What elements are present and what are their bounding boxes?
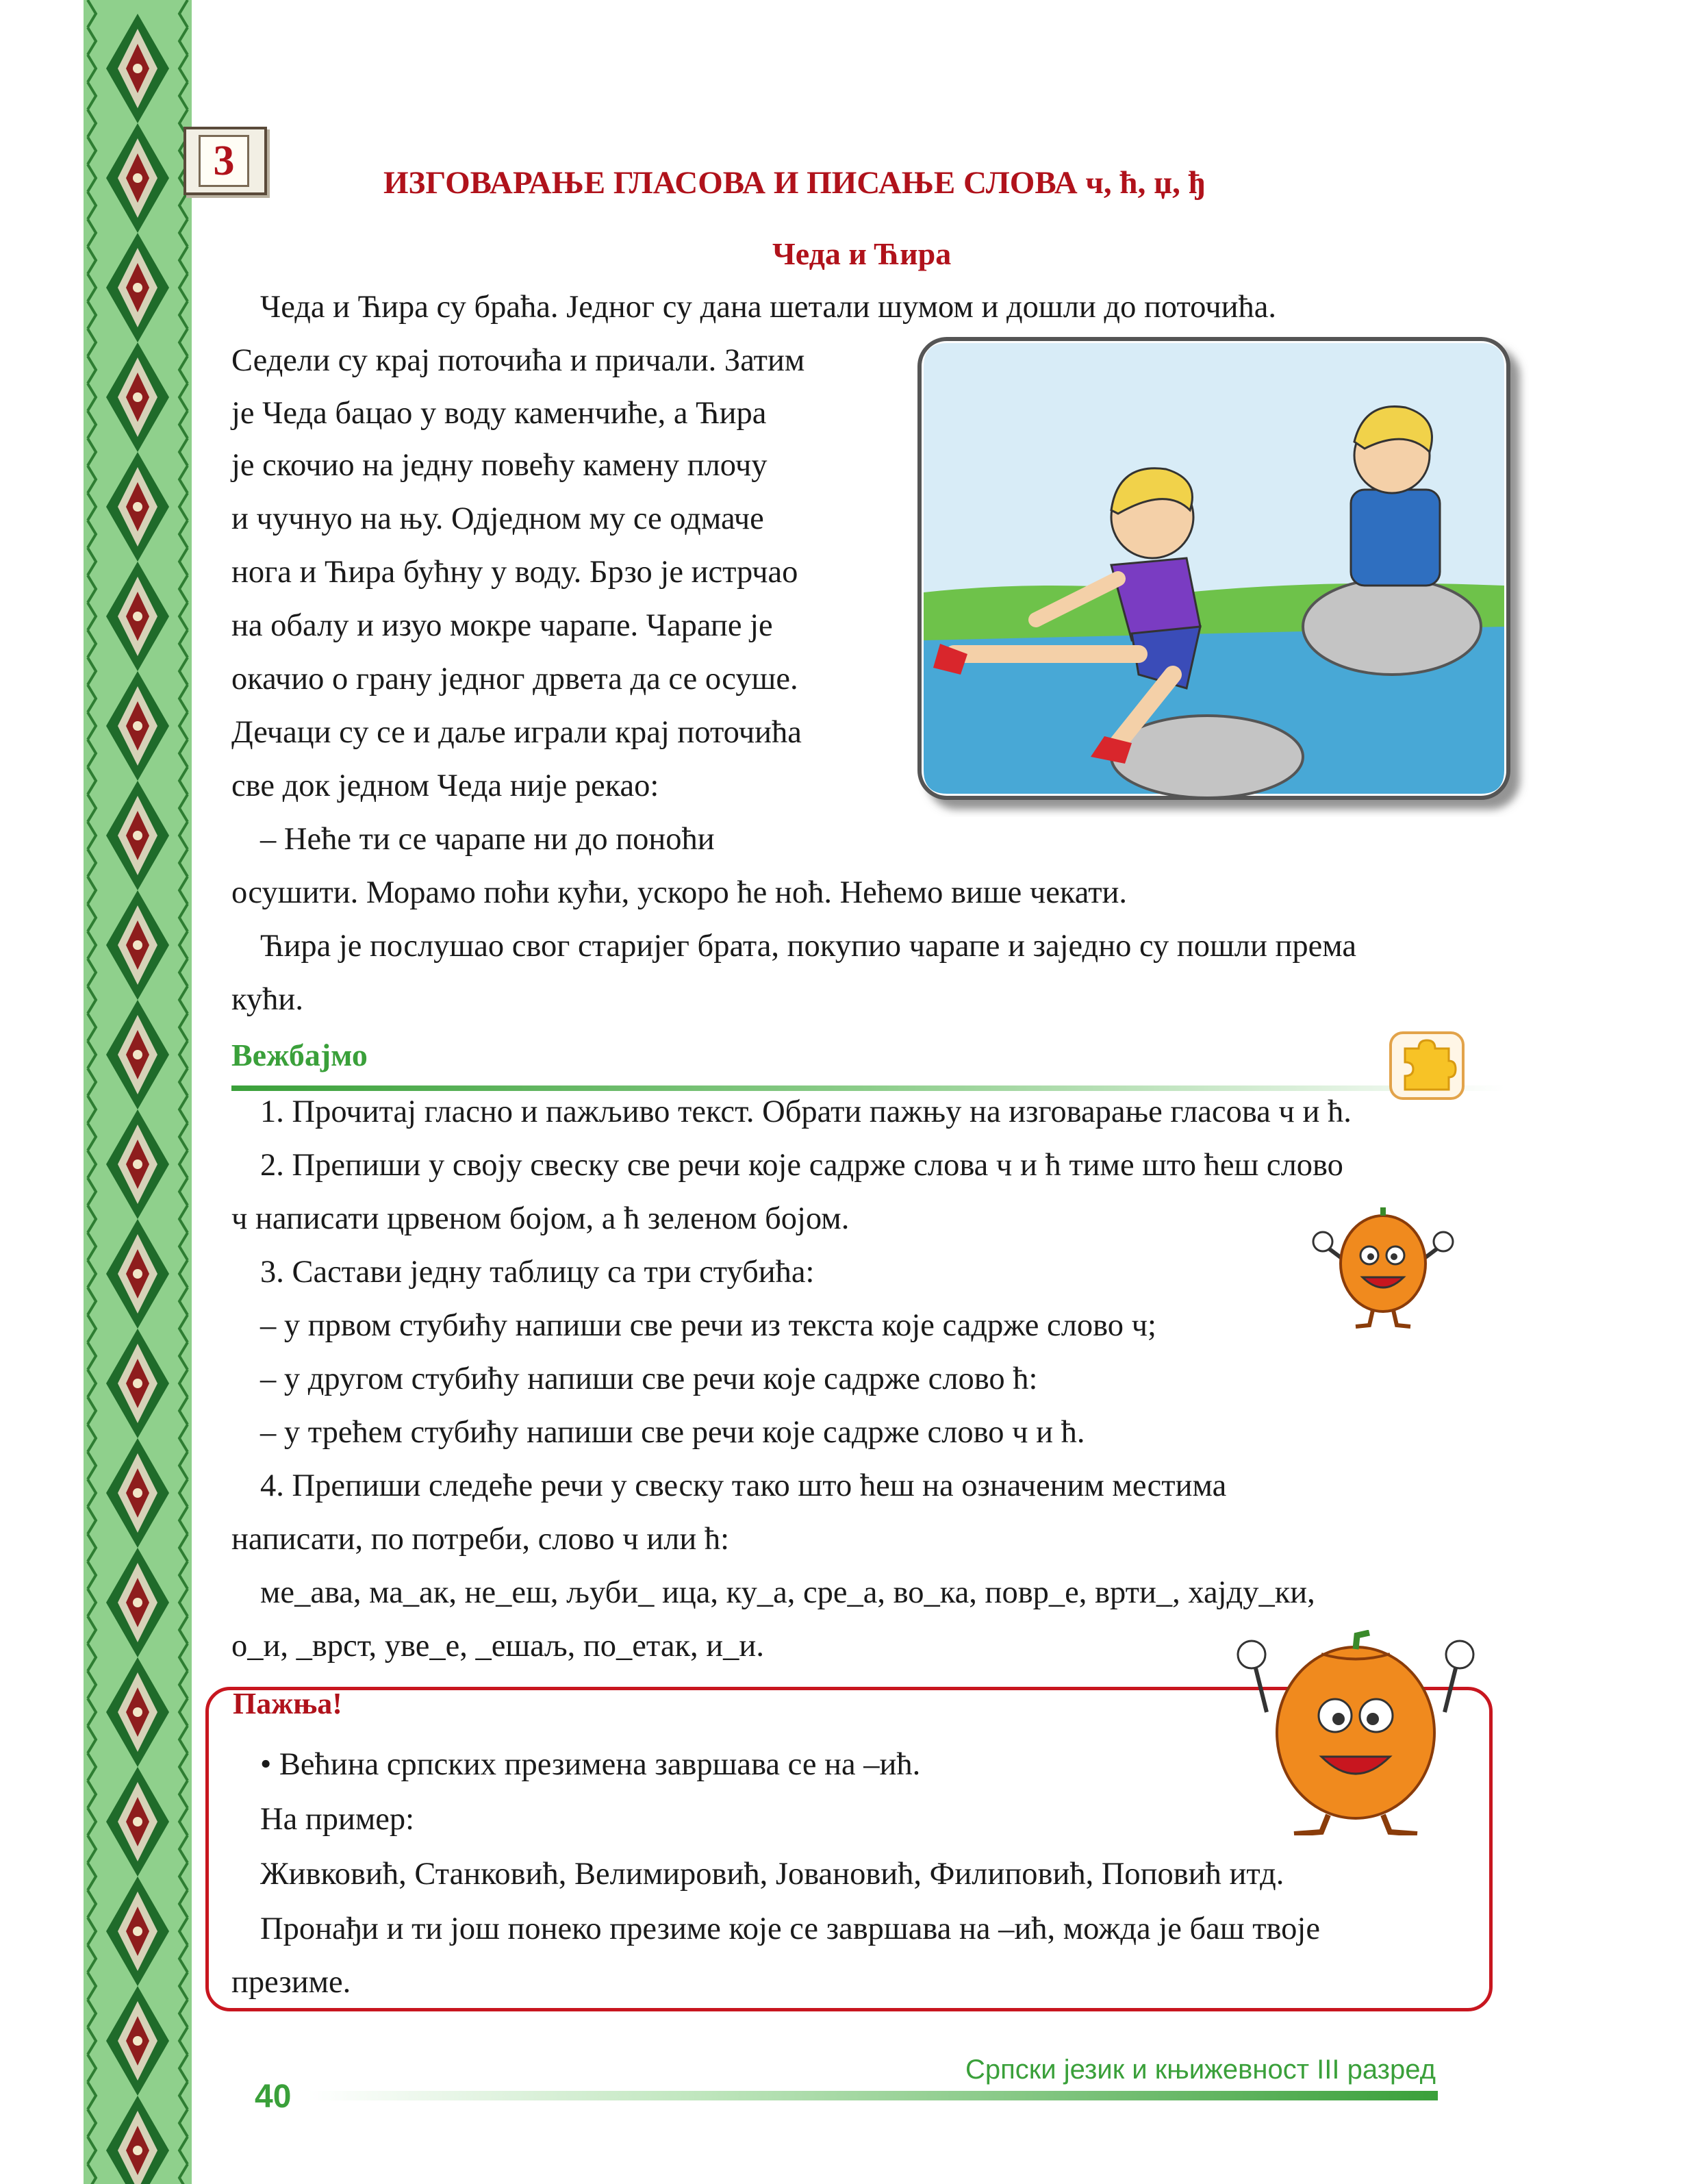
decorative-border xyxy=(84,0,192,2184)
story-line: окачио о грану једног дрвета да се осуше. xyxy=(231,662,798,696)
exercise-line: написати, по потреби, слово ч или ћ: xyxy=(231,1522,730,1557)
chapter-badge xyxy=(183,127,267,195)
story-line: Дечаци су се и даље играли крај поточића xyxy=(231,715,802,750)
story-line: – Нећe ти се чарапе ни до поноћи xyxy=(260,822,715,857)
exercise-line: 1. Прочитај гласно и пажљиво текст. Обрати пажњу на изговарање гласова ч и ћ. xyxy=(260,1094,1352,1129)
story-line: Ћира је послушао свог старијег брата, покупио чарапе и заједно су пошли према xyxy=(260,929,1357,964)
story-line: је Чеда бацао у воду каменчиће, а Ћира xyxy=(231,396,767,431)
pumpkin-pointing-icon xyxy=(1226,1630,1486,1835)
story-line: нога и Ћира бућну у воду. Брзо је истрчао xyxy=(231,555,798,590)
section-divider xyxy=(231,1085,1505,1091)
attention-line: Живковић, Станковић, Велимировић, Јовановић, Филиповић, Поповић итд. xyxy=(260,1857,1284,1892)
exercises-heading: Вежбајмо xyxy=(231,1038,368,1072)
exercise-line: 2. Препиши у своју свеску све речи које садрже слова ч и ћ тиме што ћеш слово xyxy=(260,1148,1343,1183)
story-line: Чеда и Ћира су браћа. Једног су дана шетали шумом и дошли до поточића. xyxy=(260,290,1277,325)
puzzle-icon xyxy=(1389,1031,1465,1101)
exercise-line: – у другом стубићу напиши све речи које садрже слово ћ: xyxy=(260,1361,1038,1396)
attention-label: Пажња! xyxy=(233,1687,342,1720)
exercise-line: ч написати црвеном бојом, а ћ зеленом бојом. xyxy=(231,1201,850,1236)
exercise-line: – у трећем стубићу напиши све речи које садрже слово ч и ћ. xyxy=(260,1415,1085,1450)
story-line: кући. xyxy=(231,982,303,1017)
attention-line: презиме. xyxy=(231,1965,351,2000)
story-line: је скочио на једну повећу камену плочу xyxy=(231,448,768,483)
attention-line: • Већина српских презимена завршава се на –ић. xyxy=(260,1747,921,1782)
story-line: Седели су крај поточића и причали. Затим xyxy=(231,343,805,378)
exercise-line: – у првом стубићу напиши све речи из текста које садрже слово ч; xyxy=(260,1308,1156,1343)
page-number: 40 xyxy=(255,2079,292,2115)
footer-divider xyxy=(308,2091,1438,2100)
exercise-line: ме_ава, ма_ак, не_еш, љуби_ ица, ку_а, сре_а, во_ка, повр_е, врти_, хајду_ки, xyxy=(260,1575,1315,1610)
pumpkin-mascot-icon xyxy=(1308,1202,1458,1332)
attention-line: Пронађи и ти још понеко презиме које се завршава на –ић, можда је баш твоје xyxy=(260,1911,1320,1946)
story-line: осушити. Морамо поћи кући, ускоро ће ноћ. Нећемо више чекати. xyxy=(231,875,1128,910)
story-title: Чеда и Ћира xyxy=(772,236,952,271)
story-line: све док једном Чеда није рекао: xyxy=(231,768,659,803)
story-line: и чучнуо на њу. Одједном му се одмаче xyxy=(231,501,764,536)
page-title: ИЗГОВАРАЊЕ ГЛАСОВА И ПИСАЊЕ СЛОВА ч, ћ, џ, ђ xyxy=(383,165,1206,201)
story-illustration xyxy=(913,332,1529,817)
exercise-line: о_и, _врст, уве_е, _ешаљ, по_етак, и_и. xyxy=(231,1629,764,1664)
attention-line: На пример: xyxy=(260,1802,415,1837)
story-line: на обалу и изуо мокре чарапе. Чарапе је xyxy=(231,608,773,643)
book-title: Српски језик и књижевност III разред xyxy=(965,2055,1436,2085)
exercise-line: 4. Препиши следеће речи у свеску тако што ћеш на означеним местима xyxy=(260,1468,1227,1503)
exercise-line: 3. Састави једну таблицу са три стубића: xyxy=(260,1255,815,1290)
chapter-number: 3 xyxy=(199,135,249,187)
folk-pattern-icon xyxy=(84,0,192,2184)
